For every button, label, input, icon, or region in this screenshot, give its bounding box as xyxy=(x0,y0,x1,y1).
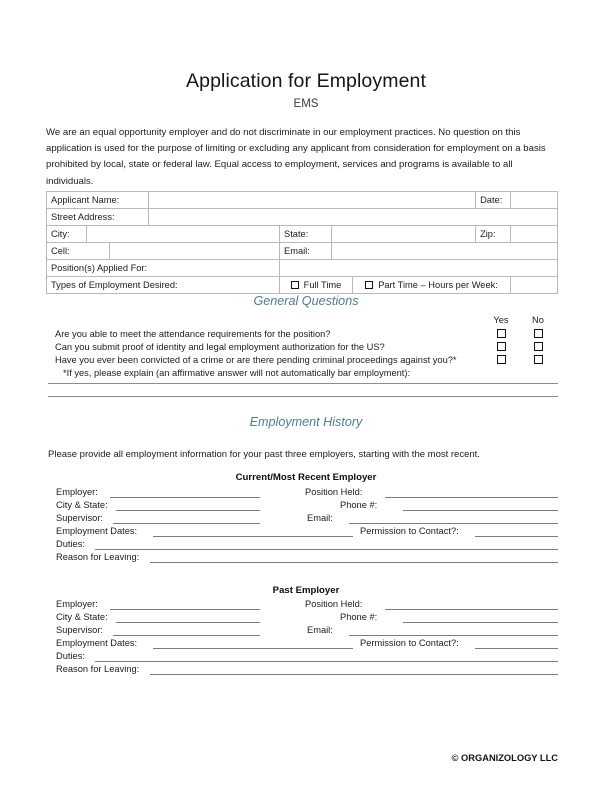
checkbox-icon[interactable] xyxy=(365,281,373,289)
checkbox-icon[interactable] xyxy=(291,281,299,289)
past-email-label: Email: xyxy=(307,625,333,635)
current-position-held-label: Position Held: xyxy=(305,487,363,497)
explain-answer-line-2[interactable] xyxy=(48,396,558,397)
current-duties-input[interactable] xyxy=(95,549,558,550)
positions-applied-for-input[interactable] xyxy=(280,260,558,277)
street-address-input[interactable] xyxy=(149,209,558,226)
current-supervisor-label: Supervisor: xyxy=(56,513,104,523)
question-attendance-requirements: Are you able to meet the attendance requirements for the position? xyxy=(55,329,331,339)
types-of-employment-desired-label: Types of Employment Desired: xyxy=(47,277,280,294)
table-row xyxy=(47,260,558,277)
date-label: Date: xyxy=(476,192,511,209)
email-label: Email: xyxy=(280,243,332,260)
applicant-information-table xyxy=(46,191,558,294)
past-employer-input[interactable] xyxy=(110,609,260,610)
past-position-held-input[interactable] xyxy=(385,609,558,610)
state-label: State: xyxy=(280,226,332,243)
question-1-no-checkbox[interactable] xyxy=(534,329,543,338)
past-employment-dates-input[interactable] xyxy=(153,648,353,649)
applicant-name-input[interactable] xyxy=(149,192,476,209)
current-reason-for-leaving-input[interactable] xyxy=(150,562,558,563)
section-heading-employment-history: Employment History xyxy=(249,415,363,429)
past-employment-dates-label: Employment Dates: xyxy=(56,638,138,648)
current-employment-dates-input[interactable] xyxy=(153,536,353,537)
past-reason-for-leaving-label: Reason for Leaving: xyxy=(56,664,140,674)
question-criminal-conviction: Have you ever been convicted of a crime or are there pending criminal proceedings against you?* xyxy=(55,355,457,365)
page-title: Application for Employment xyxy=(186,70,426,92)
city-input[interactable] xyxy=(87,226,280,243)
past-duties-label: Duties: xyxy=(56,651,85,661)
current-permission-to-contact-label: Permission to Contact?: xyxy=(360,526,459,536)
table-row xyxy=(47,192,558,209)
yes-column-header: Yes xyxy=(493,315,509,325)
current-employer-label: Employer: xyxy=(56,487,98,497)
current-city-state-input[interactable] xyxy=(116,510,260,511)
state-input[interactable] xyxy=(332,226,476,243)
cell-label: Cell: xyxy=(47,243,110,260)
part-time-option[interactable] xyxy=(353,277,511,294)
email-input[interactable] xyxy=(332,243,558,260)
table-row xyxy=(47,277,558,294)
table-row xyxy=(47,226,558,243)
past-duties-input[interactable] xyxy=(95,661,558,662)
current-employer-input[interactable] xyxy=(110,497,260,498)
past-employer-label: Employer: xyxy=(56,599,98,609)
applicant-name-label: Applicant Name: xyxy=(47,192,149,209)
full-time-option[interactable] xyxy=(280,277,353,294)
date-input[interactable] xyxy=(511,192,558,209)
part-time-label: Part Time – Hours per Week: xyxy=(378,280,498,290)
street-address-label: Street Address: xyxy=(47,209,149,226)
section-heading-general-questions: General Questions xyxy=(253,294,359,308)
page-subtitle: EMS xyxy=(293,98,319,110)
current-permission-to-contact-input[interactable] xyxy=(475,536,558,537)
current-phone-label: Phone #: xyxy=(340,500,378,510)
block-heading-current-employer: Current/Most Recent Employer xyxy=(235,472,377,483)
equal-opportunity-statement: We are an equal opportunity employer and do not discriminate in our employment practices. No question on this application is used for the purpose of limiting or excluding any applicant from consideration for employment on a basis prohibited by local, state or federal law. Equal access to employment, services and programs is available to all individuals. xyxy=(46,127,546,187)
positions-applied-for-label: Position(s) Applied For: xyxy=(47,260,280,277)
copyright-notice: © ORGANIZOLOGY LLC xyxy=(451,753,558,763)
past-supervisor-input[interactable] xyxy=(113,635,260,636)
question-proof-of-identity: Can you submit proof of identity and legal employment authorization for the US? xyxy=(55,342,385,352)
full-time-label: Full Time xyxy=(303,280,342,290)
explain-note: *If yes, please explain (an affirmative answer will not automatically bar employment): xyxy=(63,368,411,378)
employment-history-intro: Please provide all employment information for your past three employers, starting with the most recent. xyxy=(48,449,480,460)
no-column-header: No xyxy=(532,315,544,325)
city-label: City: xyxy=(47,226,87,243)
current-employment-dates-label: Employment Dates: xyxy=(56,526,138,536)
part-time-hours-input[interactable] xyxy=(511,277,558,294)
explain-answer-line-1[interactable] xyxy=(48,383,558,384)
question-2-yes-checkbox[interactable] xyxy=(497,342,506,351)
question-2-no-checkbox[interactable] xyxy=(534,342,543,351)
block-heading-past-employer: Past Employer xyxy=(272,585,340,596)
question-3-yes-checkbox[interactable] xyxy=(497,355,506,364)
current-email-input[interactable] xyxy=(349,523,558,524)
current-phone-input[interactable] xyxy=(403,510,558,511)
table-row xyxy=(47,243,558,260)
past-reason-for-leaving-input[interactable] xyxy=(150,674,558,675)
cell-input[interactable] xyxy=(110,243,280,260)
past-position-held-label: Position Held: xyxy=(305,599,363,609)
past-city-state-input[interactable] xyxy=(116,622,260,623)
zip-label: Zip: xyxy=(476,226,511,243)
question-3-no-checkbox[interactable] xyxy=(534,355,543,364)
current-duties-label: Duties: xyxy=(56,539,85,549)
past-permission-to-contact-label: Permission to Contact?: xyxy=(360,638,459,648)
current-reason-for-leaving-label: Reason for Leaving: xyxy=(56,552,140,562)
current-supervisor-input[interactable] xyxy=(113,523,260,524)
question-1-yes-checkbox[interactable] xyxy=(497,329,506,338)
current-city-state-label: City & State: xyxy=(56,500,108,510)
past-email-input[interactable] xyxy=(349,635,558,636)
table-row xyxy=(47,209,558,226)
past-supervisor-label: Supervisor: xyxy=(56,625,104,635)
zip-input[interactable] xyxy=(511,226,558,243)
past-phone-label: Phone #: xyxy=(340,612,378,622)
past-city-state-label: City & State: xyxy=(56,612,108,622)
past-permission-to-contact-input[interactable] xyxy=(475,648,558,649)
past-phone-input[interactable] xyxy=(403,622,558,623)
current-position-held-input[interactable] xyxy=(385,497,558,498)
current-email-label: Email: xyxy=(307,513,333,523)
